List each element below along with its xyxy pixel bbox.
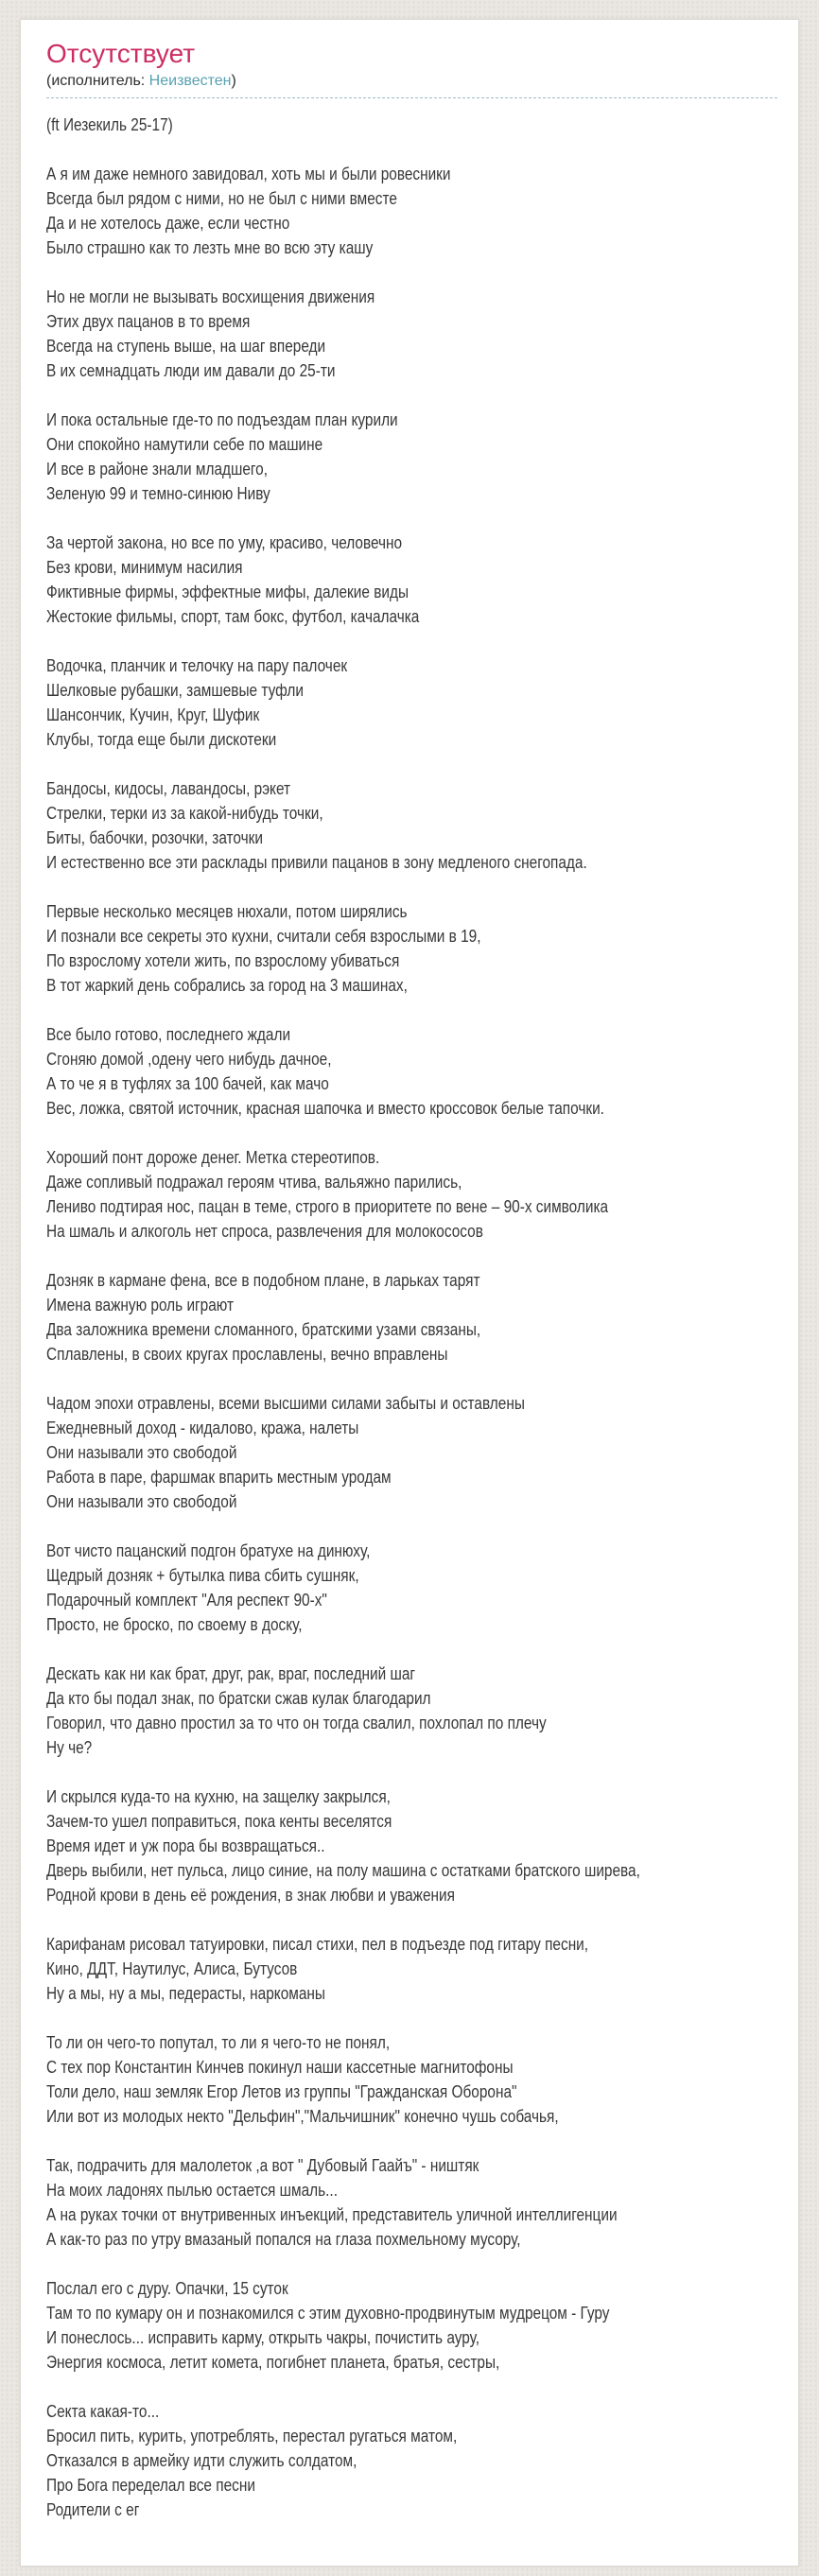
lyric-line: И скрылся куда-то на кухню, на защелку закрылся,	[46, 1787, 391, 1806]
lyric-line: В тот жаркий день собрались за город на 3 машинах,	[46, 976, 408, 995]
lyric-line: Секта какая-то...	[46, 2402, 160, 2421]
lyrics-stanza	[46, 2030, 819, 2129]
lyrics-stanza	[46, 2276, 819, 2375]
lyric-line: Первые несколько месяцев нюхали, потом ширялись	[46, 902, 408, 921]
song-title-link[interactable]: Отсутствует	[46, 39, 196, 68]
lyric-line: Отказался в армейку идти служить солдатом,	[46, 2451, 357, 2470]
lyric-line: Они называли это свободой	[46, 1443, 237, 1462]
lyric-line: То ли он чего-то попутал, то ли я чего-то не понял,	[46, 2033, 391, 2052]
lyric-line: Все было готово, последнего ждали	[46, 1025, 291, 1044]
page-background	[0, 19, 819, 2576]
lyric-line: Всегда был рядом с ними, но не был с ними вместе	[46, 189, 397, 208]
lyric-line: С тех пор Константин Кинчев покинул наши кассетные магнитофоны	[46, 2058, 514, 2077]
lyric-line: Шансончик, Кучин, Круг, Шуфик	[46, 705, 260, 724]
lyric-line: Просто, не броско, по своему в доску,	[46, 1615, 303, 1634]
lyrics-stanza	[46, 2153, 819, 2252]
lyrics-stanza	[46, 1391, 819, 1514]
lyric-line: Они называли это свободой	[46, 1492, 237, 1511]
lyric-line: Там то по кумару он и познакомился с этим духовно-продвинутым мудрецом - Гуру	[46, 2304, 610, 2323]
lyrics-stanza	[46, 1022, 819, 1121]
lyric-line: А на руках точки от внутривенных инъекций, представитель уличной интеллигенции	[46, 2205, 618, 2224]
lyric-line: Сгоняю домой ,одену чего нибудь дачное,	[46, 1050, 332, 1069]
lyric-line: Так, подрачить для малолеток ,а вот " Дубовый Гаайъ" - ништяк	[46, 2156, 479, 2175]
lyric-line: И пока остальные где-то по подъездам план курили	[46, 410, 398, 429]
lyric-line: За чертой закона, но все по уму, красиво, человечно	[46, 533, 403, 552]
lyric-line: Но не могли не вызывать восхищения движения	[46, 287, 375, 306]
artist-line	[46, 72, 777, 91]
lyrics-text	[46, 113, 819, 2522]
lyric-line: Даже сопливый подражал героям чтива, вальяжно парились,	[46, 1173, 462, 1192]
lyric-line: А то че я в туфлях за 100 бачей, как мачо	[46, 1074, 329, 1093]
lyric-line: Время идет и уж пора бы возвращаться..	[46, 1836, 325, 1855]
lyric-line: Они спокойно намутили себе по машине	[46, 435, 323, 454]
lyric-line: Биты, бабочки, розочки, заточки	[46, 828, 263, 847]
lyric-line: Этих двух пацанов в то время	[46, 312, 251, 331]
artist-link[interactable]: Неизвестен	[148, 73, 232, 89]
lyrics-stanza	[46, 162, 819, 260]
lyric-line: Вес, ложка, святой источник, красная шапочка и вместо кроссовок белые тапочки.	[46, 1099, 604, 1118]
lyric-line: Зеленую 99 и темно-синюю Ниву	[46, 484, 270, 503]
lyric-line: Ну а мы, ну а мы, педерасты, наркоманы	[46, 1984, 325, 2003]
lyric-line: А как-то раз по утру вмазаный попался на глаза похмельному мусору,	[46, 2230, 521, 2249]
lyric-line: Толи дело, наш земляк Егор Летов из группы "Гражданская Оборона"	[46, 2082, 517, 2101]
lyric-line: Или вот из молодых некто "Дельфин","Мальчишник" конечно чушь собачья,	[46, 2107, 559, 2126]
lyrics-stanza	[46, 285, 819, 383]
lyric-line: Про Бога переделал все песни	[46, 2476, 255, 2495]
lyrics-stanza	[46, 899, 819, 998]
lyric-line: И понеслось... исправить карму, открыть чакры, почистить ауру,	[46, 2328, 480, 2347]
lyric-line: Подарочный комплект "Аля респект 90-х"	[46, 1591, 327, 1610]
lyric-line: Вот чисто пацанский подгон братухе на динюху,	[46, 1541, 371, 1560]
artist-label-prefix: (исполнитель:	[46, 73, 149, 89]
lyric-line: По взрослому хотели жить, по взрослому убиваться	[46, 951, 400, 970]
lyrics-stanza	[46, 113, 819, 137]
lyric-line: А я им даже немного завидовал, хоть мы и были ровесники	[46, 165, 451, 183]
lyric-line: Карифанам рисовал татуировки, писал стихи, пел в подъезде под гитару песни,	[46, 1935, 589, 1954]
lyric-line: Имена важную роль играют	[46, 1296, 235, 1314]
lyrics-stanza	[46, 408, 819, 506]
lyrics-stanza	[46, 1539, 819, 1637]
lyric-line: Работа в паре, фаршмак впарить местным уродам	[46, 1468, 392, 1487]
lyric-line: Щедрый дозняк + бутылка пива сбить сушняк,	[46, 1566, 359, 1585]
lyric-line: Чадом эпохи отравлены, всеми высшими силами забыты и оставлены	[46, 1394, 525, 1413]
lyric-line: Водочка, планчик и телочку на пару палочек	[46, 656, 348, 675]
lyric-line: Зачем-то ушел поправиться, пока кенты веселятся	[46, 1812, 392, 1831]
lyric-line: Лениво подтирая нос, пацан в теме, строго в приоритете по вене – 90-х символика	[46, 1197, 609, 1216]
artist-label-suffix: )	[231, 73, 236, 89]
lyric-line: Бандосы, кидосы, лавандосы, рэкет	[46, 779, 291, 798]
lyric-line: Родной крови в день её рождения, в знак любви и уважения	[46, 1886, 455, 1905]
lyric-line: Всегда на ступень выше, на шаг впереди	[46, 337, 326, 356]
lyric-line: Было страшно как то лезть мне во всю эту кашу	[46, 238, 374, 257]
lyric-line: Дескать как ни как брат, друг, рак, враг, последний шаг	[46, 1664, 416, 1683]
lyric-line: Ежедневный доход - кидалово, кража, налеты	[46, 1419, 359, 1437]
song-header	[46, 39, 777, 98]
lyrics-stanza	[46, 1932, 819, 2006]
lyric-line: Ну че?	[46, 1738, 93, 1757]
lyrics-stanza	[46, 1145, 819, 1244]
lyric-line: Родители с ег	[46, 2500, 140, 2519]
lyrics-stanza	[46, 1784, 819, 1907]
lyric-line: Энергия космоса, летит комета, погибнет планета, братья, сестры,	[46, 2353, 500, 2372]
lyrics-stanza	[46, 2399, 819, 2522]
lyric-line: Говорил, что давно простил за то что он тогда свалил, похлопал по плечу	[46, 1714, 547, 1732]
lyric-line: Бросил пить, курить, употреблять, перестал ругаться матом,	[46, 2427, 458, 2445]
lyric-line: Сплавлены, в своих кругах прославлены, вечно вправлены	[46, 1345, 448, 1364]
lyric-line: На моих ладонях пылью остается шмаль...	[46, 2181, 338, 2200]
lyric-line: Два заложника времени сломанного, братскими узами связаны,	[46, 1320, 481, 1339]
lyric-line: (ft Иезекиль 25-17)	[46, 115, 173, 134]
lyric-line: Кино, ДДТ, Наутилус, Алиса, Бутусов	[46, 1959, 298, 1978]
lyric-line: Без крови, минимум насилия	[46, 558, 243, 577]
lyric-line: Шелковые рубашки, замшевые туфли	[46, 681, 304, 700]
lyric-line: В их семнадцать люди им давали до 25-ти	[46, 361, 336, 380]
lyric-line: И естественно все эти расклады привили пацанов в зону медленого снегопада.	[46, 853, 587, 872]
lyrics-stanza	[46, 653, 819, 752]
lyrics-stanza	[46, 1662, 819, 1760]
lyric-line: Жестокие фильмы, спорт, там бокс, футбол, качалачка	[46, 607, 420, 626]
lyric-line: Да кто бы подал знак, по братски сжав кулак благодарил	[46, 1689, 431, 1708]
lyric-line: Клубы, тогда еще были дискотеки	[46, 730, 277, 749]
lyric-line: Хороший понт дороже денег. Метка стереотипов.	[46, 1148, 380, 1167]
lyric-line: Стрелки, терки из за какой-нибудь точки,	[46, 804, 323, 823]
lyric-line: Дверь выбили, нет пульса, лицо синие, на полу машина с остатками братского ширева,	[46, 1861, 640, 1880]
lyric-line: Фиктивные фирмы, эффектные мифы, далекие виды	[46, 583, 410, 601]
lyric-line: Да и не хотелось даже, если честно	[46, 214, 290, 233]
lyrics-stanza	[46, 531, 819, 629]
lyric-line: И познали все секреты это кухни, считали себя взрослыми в 19,	[46, 927, 481, 946]
lyrics-stanza	[46, 1268, 819, 1366]
lyrics-stanza	[46, 776, 819, 875]
lyrics-card	[20, 19, 799, 2567]
lyric-line: Дозняк в кармане фена, все в подобном плане, в ларьках тарят	[46, 1271, 480, 1290]
lyric-line: На шмаль и алкоголь нет спроса, развлечения для молокососов	[46, 1222, 483, 1241]
lyric-line: И все в районе знали младшего,	[46, 460, 269, 479]
lyric-line: Послал его с дуру. Опачки, 15 суток	[46, 2279, 288, 2298]
